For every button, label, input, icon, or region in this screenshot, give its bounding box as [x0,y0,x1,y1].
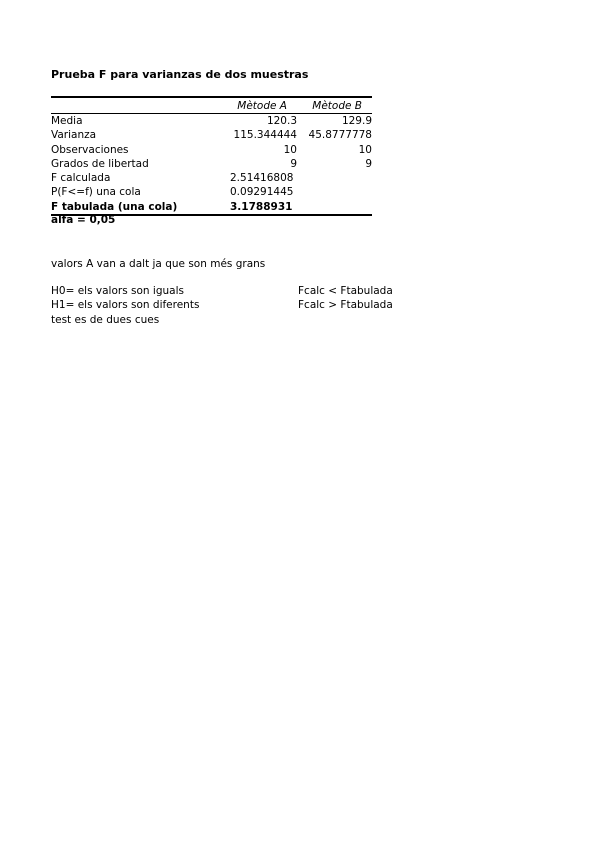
table-row-f-calculada [51,171,372,185]
value-a: 10 [283,143,297,156]
value-b: 45.8777778 [308,129,372,142]
note-h0: H0= els valors son iguals [51,285,184,297]
header-metode-a: Mètode A [237,100,287,112]
value-a: 9 [290,157,297,170]
value-a: 120.3 [266,115,297,127]
value-b: 129.9 [341,115,372,127]
table-row-observaciones [51,143,372,157]
row-label: Varianza [51,129,97,142]
row-label: Grados de libertad [51,157,149,170]
table-header-row [51,98,372,114]
row-label: Media [51,115,83,127]
table-row-varianza [51,128,372,142]
value-b: 9 [365,157,372,170]
row-label: F tabulada (una cola) [51,200,178,213]
note-direction: valors A van a dalt ja que son més grans [51,258,266,270]
value-a: 115.344444 [233,129,297,142]
note-h1: H1= els valors son diferents [51,299,200,311]
table-row-grados-libertad [51,157,372,171]
row-label: Observaciones [51,143,129,156]
value-a: 0.09291445 [230,186,294,199]
note-test-type: test es de dues cues [51,314,160,326]
f-test-table [51,96,372,216]
value-a: 3.1788931 [230,200,293,213]
value-a: 2.51416808 [230,172,294,185]
value-b: 10 [358,143,372,156]
row-label: F calculada [51,172,111,185]
page-title: Prueba F para varianzas de dos muestras [51,68,309,81]
alpha-label: alfa = 0,05 [51,214,116,226]
note-h1-condition: Fcalc > Ftabulada [298,299,393,311]
table-row-p-value [51,185,372,199]
row-label: P(F<=f) una cola [51,186,141,199]
header-metode-b: Mètode B [312,100,362,112]
note-h0-condition: Fcalc < Ftabulada [298,285,393,297]
table-row-media [51,114,372,128]
